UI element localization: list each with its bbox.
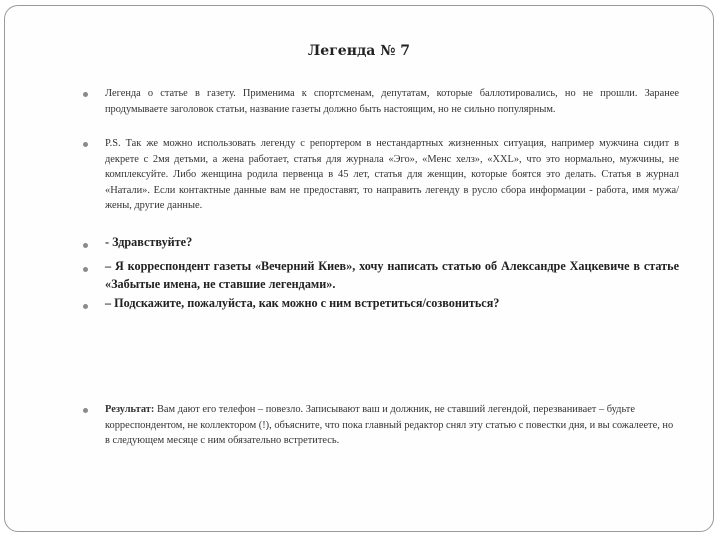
slide-title: Легенда № 7: [307, 43, 411, 59]
bullet-dot: [83, 142, 88, 147]
bullet-dot: [83, 243, 88, 248]
bullet-dot: [83, 408, 88, 413]
bullet-dot: [83, 304, 88, 309]
ps-text: Так же можно использовать легенду с репортером в нестандартных жизненных ситуация, например мужчина сидит в декрете с 2мя детьми, а жена работает, статья для журнала «Эго», «Менс хелз», «XXL», что это нормально, мужчины, не комплексуйте. Либо женщина родила первенца в 45 лет, статья для женщин, которые боятся это делать. Статья в журнал «Натали». Если контактные данные вам не предоставят, то направить легенду в русло сбора информации - работа, имя мужа/жены, другие данные.: [105, 138, 679, 211]
paragraph-result: [105, 402, 679, 449]
dialogue-line-introduction: – Я корреспондент газеты «Вечерний Киев», хочу написать статью об Александре Хацкевиче в статье «Забытые имена, не ставшие легендами».: [105, 259, 679, 291]
dialogue-line-request: – Подскажите, пожалуйста, как можно с ним встретиться/созвониться?: [105, 296, 500, 310]
ps-label: P.S.: [105, 138, 121, 149]
bullet-dot: [83, 267, 88, 272]
result-text: Вам дают его телефон – повезло. Записывают ваш и должник, не ставший легендой, перезванивает – будьте корреспондентом, не коллектором (!), объясните, что пока главный редактор снял эту статью с повестки дня, и вы сожалеете, но в следующем месяце с ним обязательно встретитесь.: [105, 404, 674, 446]
result-label: Результат:: [105, 404, 155, 415]
slide: [4, 5, 714, 532]
bullet-dot: [83, 92, 88, 97]
dialogue-line-greeting: - Здравствуйте?: [105, 235, 193, 249]
paragraph-ps: [105, 136, 679, 214]
paragraph-legend-description: Легенда о статье в газету. Применима к спортсменам, депутатам, которые баллотировались, но не прошли. Заранее продумываете заголовок статьи, название газеты должно быть настоящим, но не сильно популярным.: [105, 88, 679, 115]
